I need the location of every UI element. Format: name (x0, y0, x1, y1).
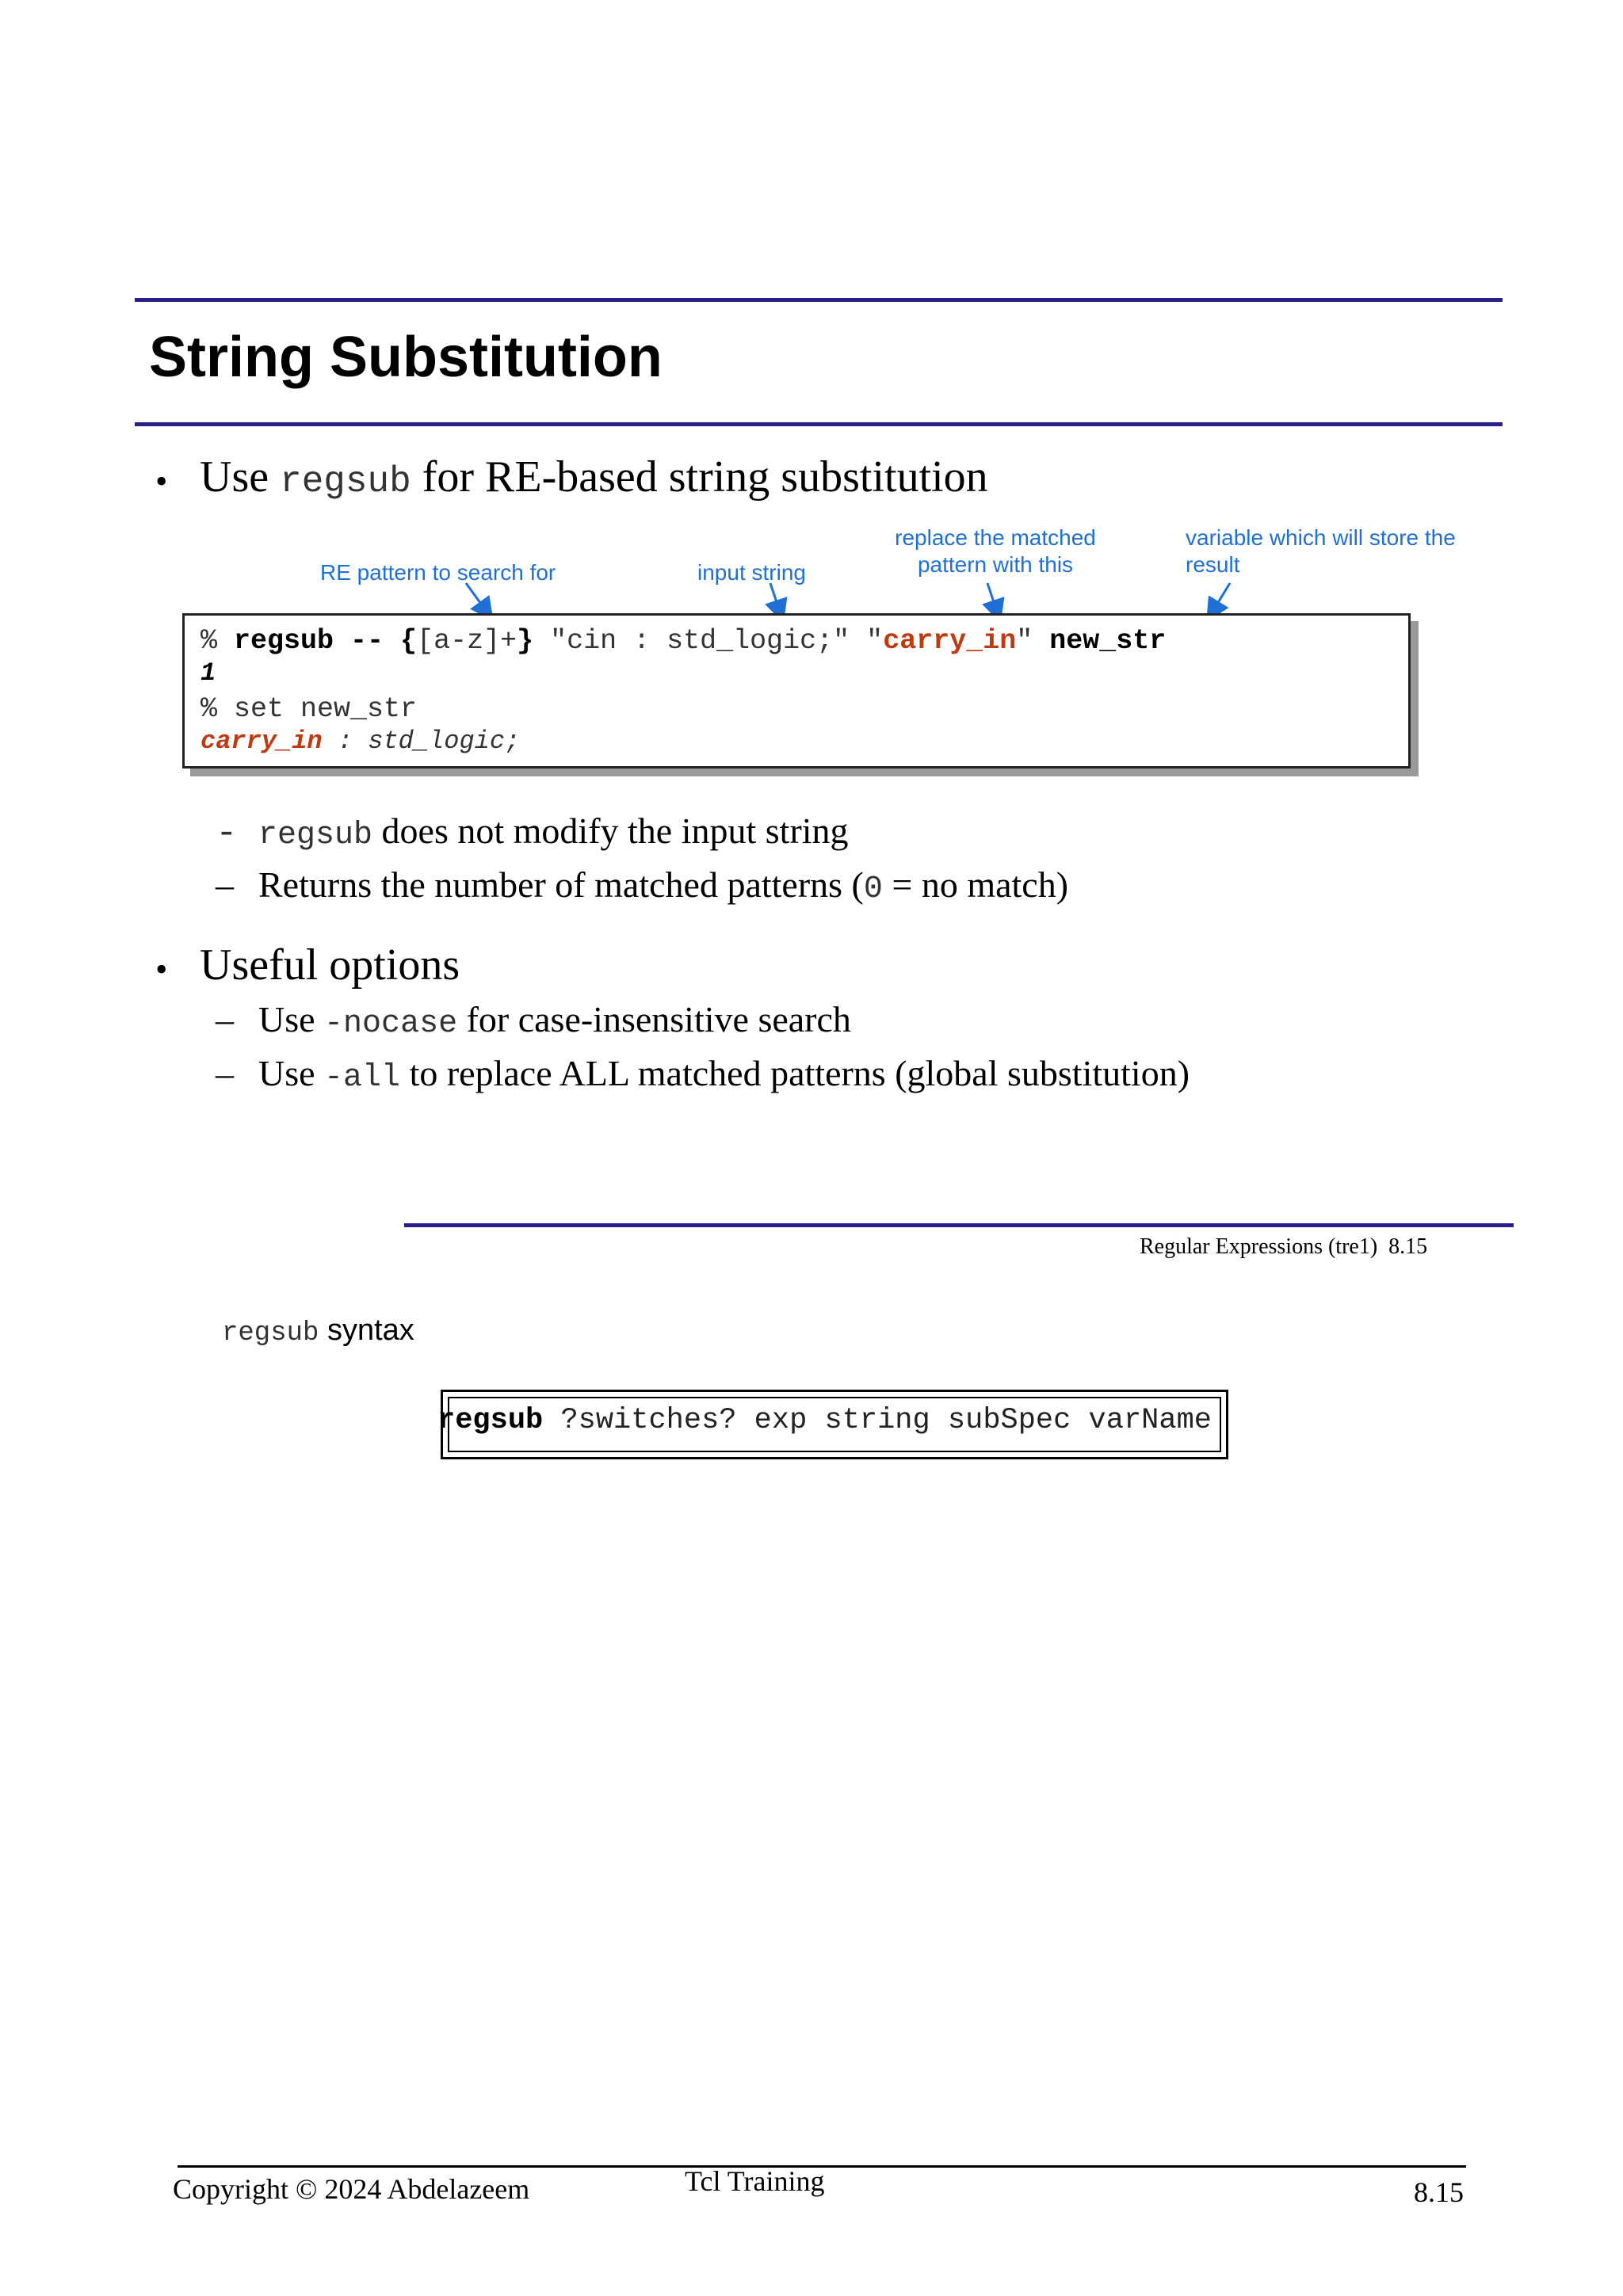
sub-dash: – (216, 864, 234, 905)
bullet-useful-options: Useful options (200, 940, 460, 990)
code-line-3: % set new_str (200, 693, 418, 725)
slide-bottom-rule (404, 1223, 1514, 1227)
code-variable: new_str (1049, 625, 1167, 657)
slide-caption: Regular Expressions (tre1) 8.15 (1140, 1234, 1428, 1259)
sub-text: Use (258, 999, 325, 1039)
code-command: regsub -- { (234, 625, 418, 657)
code-line-4 (200, 727, 520, 756)
code-pattern: [a-z]+ (417, 625, 517, 657)
footer-center: Tcl Training (685, 2165, 825, 2197)
code-output-colon: : (322, 727, 369, 756)
bullet-marker: • (155, 462, 168, 501)
sub-text: Returns the number of matched patterns ( (258, 864, 864, 905)
code-output-var: carry_in (200, 727, 323, 756)
footer-page-number: 8.15 (1414, 2176, 1464, 2208)
footer-copyright: Copyright © 2024 Abdelazeem (173, 2173, 530, 2205)
sub-dash: - (216, 813, 238, 854)
sub-text: does not modify the input string (372, 810, 849, 851)
sub-dash: – (216, 1053, 234, 1093)
bullet-text: Use (200, 452, 281, 502)
notes-heading-text: syntax (319, 1314, 414, 1347)
annotation-input: input string (697, 560, 806, 585)
code-line-1 (200, 625, 1166, 657)
annotation-line: pattern with this (917, 552, 1074, 577)
bullet-marker: • (155, 950, 168, 989)
bullet-text: for RE-based string substitution (411, 452, 988, 502)
annotation-line: replace the matched (895, 525, 1096, 550)
code-input: "cin : std_logic;" " (533, 625, 884, 657)
annotation-line: variable which will store the (1186, 525, 1456, 550)
arrow-variable (1212, 583, 1230, 612)
inline-code: regsub (222, 1318, 319, 1348)
sub-bullet-1 (216, 810, 849, 854)
sub-bullet-2 (216, 864, 1068, 907)
code-quote: " (1016, 625, 1050, 657)
annotation-pattern: RE pattern to search for (320, 560, 556, 585)
notes-heading (222, 1314, 414, 1348)
arrow-replace (987, 583, 997, 612)
code-line-2: 1 (200, 658, 216, 688)
annotation-arrows (0, 0, 1623, 713)
code-example-box (182, 613, 1411, 769)
sub-bullet-4 (216, 1052, 1190, 1096)
arrow-pattern (466, 583, 487, 612)
sub-text: = no match) (882, 864, 1069, 905)
syntax-args: ?switches? exp string subSpec varName (543, 1404, 1212, 1437)
prompt: % (200, 625, 235, 657)
sub-bullet-3 (216, 998, 851, 1042)
syntax-line (437, 1404, 1212, 1437)
slide-title: String Substitution (149, 326, 663, 389)
sub-dash: – (216, 999, 234, 1039)
inline-code: -all (324, 1060, 401, 1096)
code-output-rest: std_logic; (368, 727, 521, 756)
sub-text: to replace ALL matched patterns (global substitution) (400, 1053, 1190, 1093)
sub-text: Use (258, 1053, 325, 1093)
sub-text: for case-insensitive search (457, 999, 851, 1039)
syntax-command: regsub (437, 1404, 544, 1437)
inline-code: regsub (280, 461, 411, 502)
inline-code: regsub (258, 818, 373, 853)
inline-code: 0 (863, 871, 883, 907)
inline-code: -nocase (324, 1006, 458, 1042)
annotation-line: result (1186, 552, 1240, 577)
arrow-input (770, 583, 780, 612)
code-replacement: carry_in (883, 625, 1017, 657)
code-brace: } (517, 625, 534, 657)
